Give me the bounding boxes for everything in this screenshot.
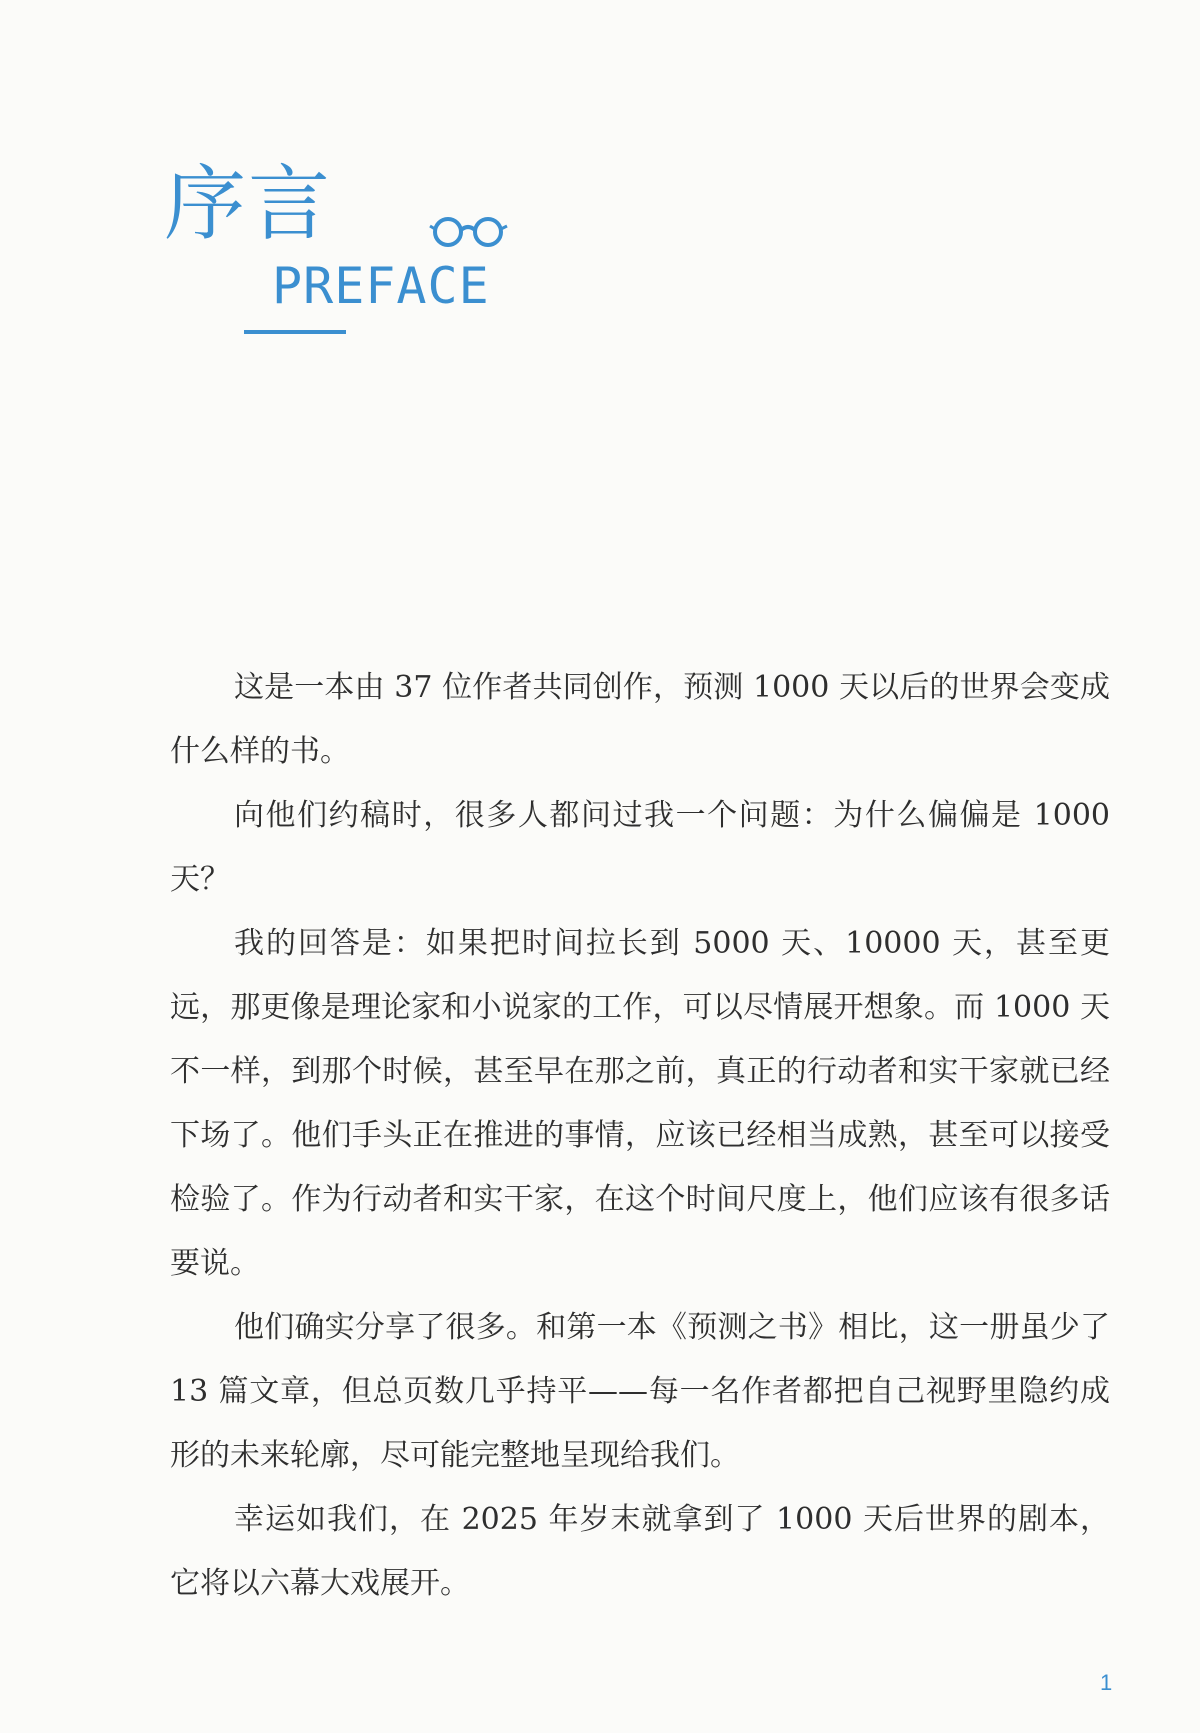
page-title: 序言 xyxy=(164,157,333,252)
paragraph-4: 他们确实分享了很多。和第一本《预测之书》相比，这一册虽少了 13 篇文章，但总页数几乎持平——每一名作者都把自己视野里隐约成形的未来轮廓，尽可能完整地呈现给我们。 xyxy=(170,1310,1110,1473)
page-number: 1 xyxy=(1100,1670,1113,1695)
page-subtitle: PREFACE xyxy=(272,257,490,315)
glasses-icon xyxy=(428,212,510,248)
paragraph-5: 幸运如我们，在 2025 年岁末就拿到了 1000 天后世界的剧本，它将以六幕大戏展开。 xyxy=(170,1502,1110,1601)
preface-header xyxy=(160,157,560,360)
paragraph-2: 向他们约稿时，很多人都问过我一个问题：为什么偏偏是 1000 天？ xyxy=(170,798,1110,897)
title-underline xyxy=(244,330,346,334)
paragraph-3: 我的回答是：如果把时间拉长到 5000 天、10000 天，甚至更远，那更像是理论家和小说家的工作，可以尽情展开想象。而 1000 天不一样，到那个时候，甚至早在那之前，真正的行动者和实干家就已经下场了。他们手头正在推进的事情，应该已经相当成熟，甚至可以接受检验了。作为行动者和实干家，在这个时间尺度上，他们应该有很多话要说。 xyxy=(170,926,1110,1281)
preface-body xyxy=(170,656,1110,1616)
paragraph-1: 这是一本由 37 位作者共同创作，预测 1000 天以后的世界会变成什么样的书。 xyxy=(170,670,1110,769)
